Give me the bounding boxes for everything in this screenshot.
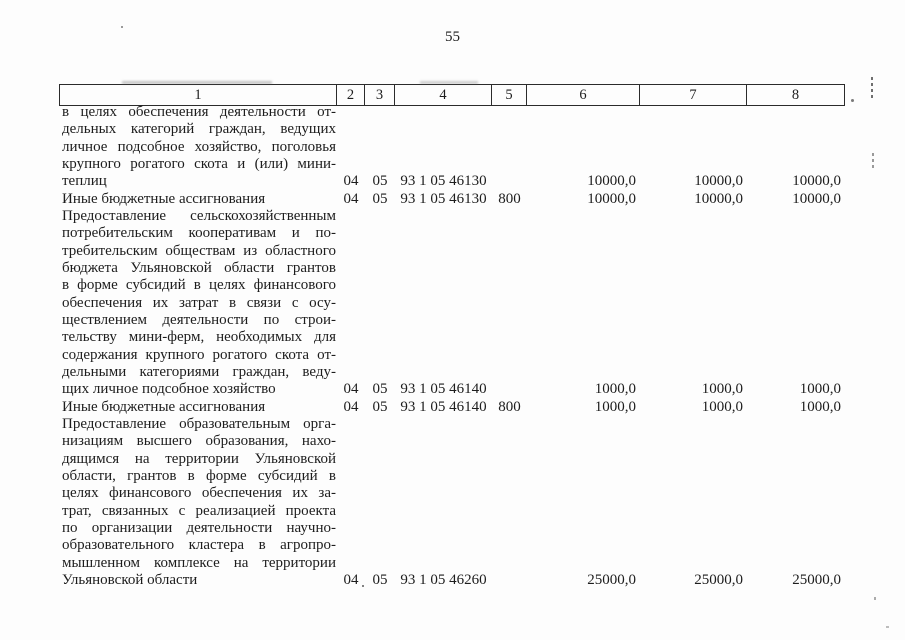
col-pr: 05	[372, 190, 388, 207]
col-vr	[492, 572, 527, 589]
text-line: содержания крупного рогатого скота от-	[62, 346, 336, 363]
scan-artifact-dot	[851, 99, 854, 102]
col-pr: 05	[372, 381, 388, 398]
col-name-text	[59, 208, 337, 399]
header-cell-5: 5	[492, 84, 527, 106]
col-name-text	[59, 399, 337, 416]
text-line: Предоставление образовательным орга-	[62, 415, 336, 432]
text-line: образовательного кластера в агропро-	[62, 537, 336, 554]
col-sum-year2: 1000,0	[701, 381, 743, 398]
col-sum-year3: 25000,0	[792, 571, 841, 588]
col-vr	[492, 381, 527, 398]
col-sum-year2: 1000,0	[701, 398, 743, 415]
text-line: ществлением деятельности по строи-	[62, 311, 336, 328]
col-target-code: 93 1 05 46130	[400, 173, 487, 190]
scan-artifact-dot	[121, 26, 123, 28]
table-row	[59, 104, 845, 191]
text-line: обеспечения их затрат в связи с осу-	[62, 294, 336, 311]
col-sum-year3: 10000,0	[792, 190, 841, 207]
page-number: 55	[445, 29, 460, 45]
header-cell-2: 2	[337, 84, 365, 106]
col-target-code: 93 1 05 46260	[400, 571, 487, 588]
text-line: дельных категорий граждан, ведущих	[62, 121, 336, 138]
col-target-code: 93 1 05 46140	[400, 398, 487, 415]
col-sum-year1: 1000,0	[594, 381, 636, 398]
text-line: в целях обеспечения деятельности от-	[62, 104, 336, 120]
text-line: щих личное подсобное хозяйство	[62, 381, 276, 398]
text-line: мышленном комплексе на территории	[62, 554, 336, 571]
col-sum-year2: 25000,0	[694, 571, 743, 588]
col-name-text	[59, 191, 337, 208]
text-line: личное подсобное хозяйство, поголовья	[62, 138, 336, 155]
text-line: Иные бюджетные ассигнования	[62, 190, 266, 207]
table-row	[59, 208, 845, 399]
col-sum-year2: 10000,0	[694, 173, 743, 190]
text-line: дельными категориями граждан, веду-	[62, 363, 336, 380]
text-line: Иные бюджетные ассигнования	[62, 398, 266, 415]
text-line: дящимся на территории Ульяновской	[62, 450, 336, 467]
col-rz: 04	[343, 398, 359, 415]
table-row	[59, 191, 845, 208]
scan-artifact-dashed-line	[871, 77, 873, 100]
budget-table-header-row	[59, 84, 845, 106]
col-name-text	[59, 416, 337, 589]
col-vr: 800	[498, 190, 521, 207]
col-rz: 04	[343, 190, 359, 207]
scan-artifact-dot	[874, 597, 876, 600]
col-vr: 800	[498, 398, 521, 415]
header-cell-7: 7	[640, 84, 747, 106]
col-sum-year3: 1000,0	[799, 381, 841, 398]
text-line: Ульяновской области	[62, 571, 198, 588]
col-vr	[492, 173, 527, 190]
col-sum-year1: 1000,0	[594, 398, 636, 415]
text-line: тельству мини-ферм, необходимых для	[62, 329, 336, 346]
col-rz: 04	[343, 571, 359, 588]
budget-table-body	[59, 104, 845, 589]
text-line: Предоставление сельскохозяйственным	[62, 207, 336, 224]
text-line: потребительским кооперативам и по-	[62, 225, 336, 242]
table-row	[59, 416, 845, 589]
col-pr: 05	[372, 173, 388, 190]
text-line: по организации деятельности научно-	[62, 519, 336, 536]
text-line: крупного рогатого скота и (или) мини-	[62, 155, 336, 172]
col-rz: 04	[343, 173, 359, 190]
col-name-text	[59, 104, 337, 191]
text-line: требительским обществам из областного	[62, 242, 336, 259]
header-cell-8: 8	[747, 84, 845, 106]
header-cell-3: 3	[365, 84, 395, 106]
text-line: в форме субсидий в целях финансового	[62, 277, 336, 294]
col-sum-year1: 10000,0	[587, 173, 636, 190]
scan-artifact-dashed-line	[872, 153, 874, 169]
text-line: области, грантов в форме субсидий в	[62, 467, 336, 484]
col-sum-year1: 10000,0	[587, 190, 636, 207]
text-line: трат, связанных с реализацией проекта	[62, 502, 336, 519]
col-rz: 04	[343, 381, 359, 398]
header-cell-4: 4	[395, 84, 492, 106]
header-cell-6: 6	[527, 84, 640, 106]
text-line: бюджета Ульяновской области грантов	[62, 259, 336, 276]
col-sum-year2: 10000,0	[694, 190, 743, 207]
col-sum-year1: 25000,0	[587, 571, 636, 588]
table-row	[59, 399, 845, 416]
header-cell-1: 1	[59, 84, 337, 106]
col-pr: 05	[372, 571, 388, 588]
col-sum-year3: 10000,0	[792, 173, 841, 190]
text-line: теплиц	[62, 173, 107, 190]
text-line: целях финансового обеспечения их за-	[62, 485, 336, 502]
col-sum-year3: 1000,0	[799, 398, 841, 415]
col-target-code: 93 1 05 46140	[400, 381, 487, 398]
text-line: низациям высшего образования, нахо-	[62, 433, 336, 450]
col-pr: 05	[372, 398, 388, 415]
col-target-code: 93 1 05 46130	[400, 190, 487, 207]
scan-artifact-dot	[886, 626, 889, 628]
